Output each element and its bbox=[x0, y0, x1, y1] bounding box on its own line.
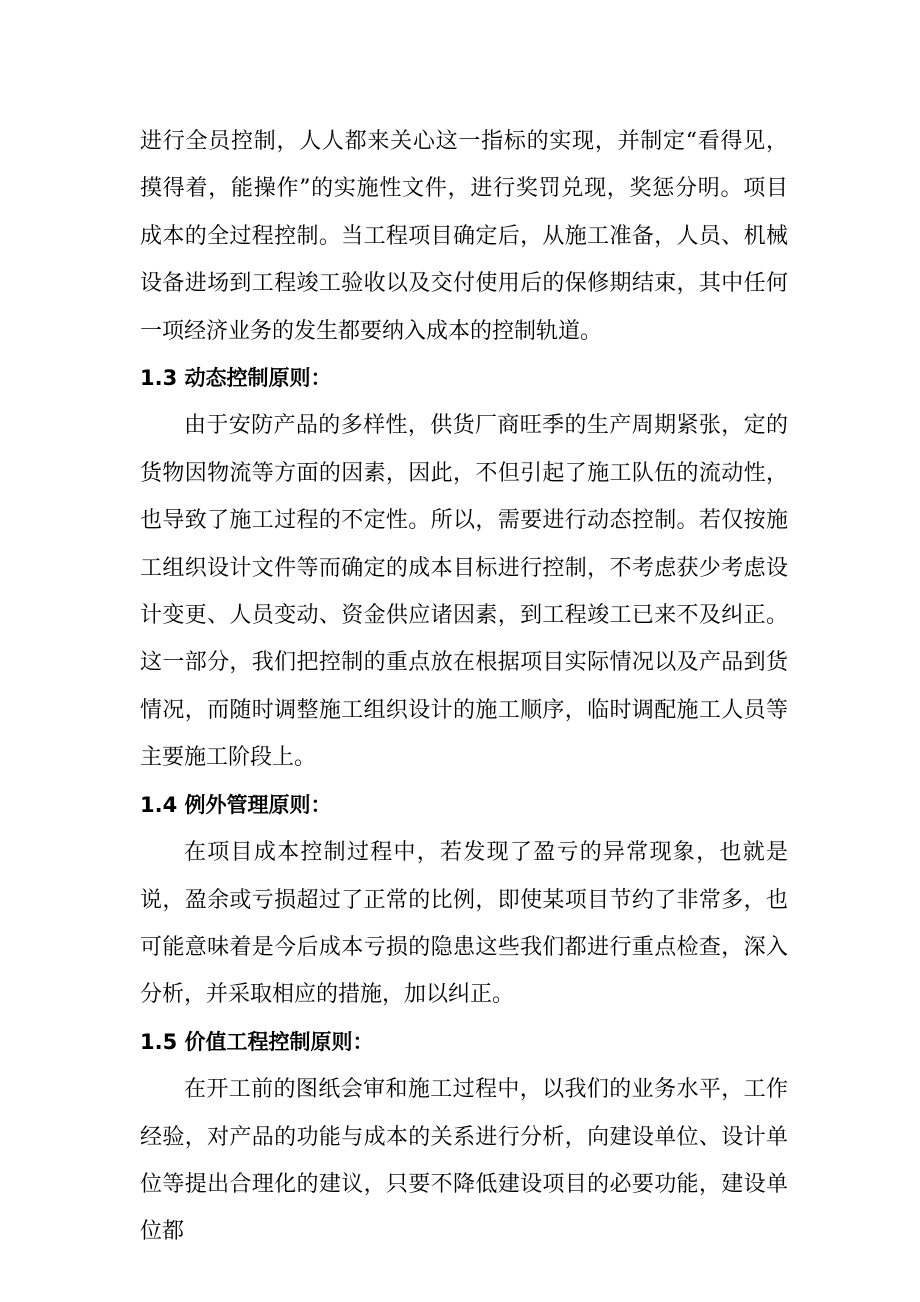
paragraph-dynamic-control: 由于安防产品的多样性，供货厂商旺季的生产周期紧张，定的货物因物流等方面的因素，因此，不但引起了施工队伍的流动性，也导致了施工过程的不定性。所以，需要进行动态控制。若仅按施工组织设计文件等而确定的成本目标进行控制，不考虑获少考虑设计变更、人员变动、资金供应诸因素，到工程竣工已来不及纠正。这一部分，我们把控制的重点放在根据项目实际情况以及产品到货情况，而随时调整施工组织设计的施工顺序，临时调配施工人员等主要施工阶段上。 bbox=[140, 413, 788, 771]
paragraph-full-process-control: 进行全员控制，人人都来关心这一指标的实现，并制定“看得见，摸得着，能操作”的实施性文件，进行奖罚兑现，奖惩分明。项目成本的全过程控制。当工程项目确定后，从施工准备，人员、机械设备进场到工程竣工验收以及交付使用后的保修期结束，其中任何一项经济业务的发生都要纳入成本的控制轨道。 bbox=[140, 129, 788, 344]
paragraph-value-engineering: 在开工前的图纸会审和施工过程中，以我们的业务水平，工作经验，对产品的功能与成本的关系进行分析，向建设单位、设计单位等提出合理化的建议，只要不降低建设项目的必要功能，建设单位都 bbox=[140, 1077, 788, 1245]
paragraph-exception-management: 在项目成本控制过程中，若发现了盈亏的异常现象，也就是说，盈余或亏损超过了正常的比例，即使某项目节约了非常多，也可能意味着是今后成本亏损的隐患这些我们都进行重点检查，深入分析，并采取相应的措施，加以纠正。 bbox=[140, 840, 788, 1008]
section-heading-exception-management: 1.4 例外管理原则： bbox=[140, 792, 332, 817]
section-heading-dynamic-control: 1.3 动态控制原则： bbox=[140, 366, 332, 391]
section-heading-value-engineering: 1.5 价值工程控制原则： bbox=[140, 1029, 374, 1054]
document-body bbox=[140, 118, 788, 1256]
